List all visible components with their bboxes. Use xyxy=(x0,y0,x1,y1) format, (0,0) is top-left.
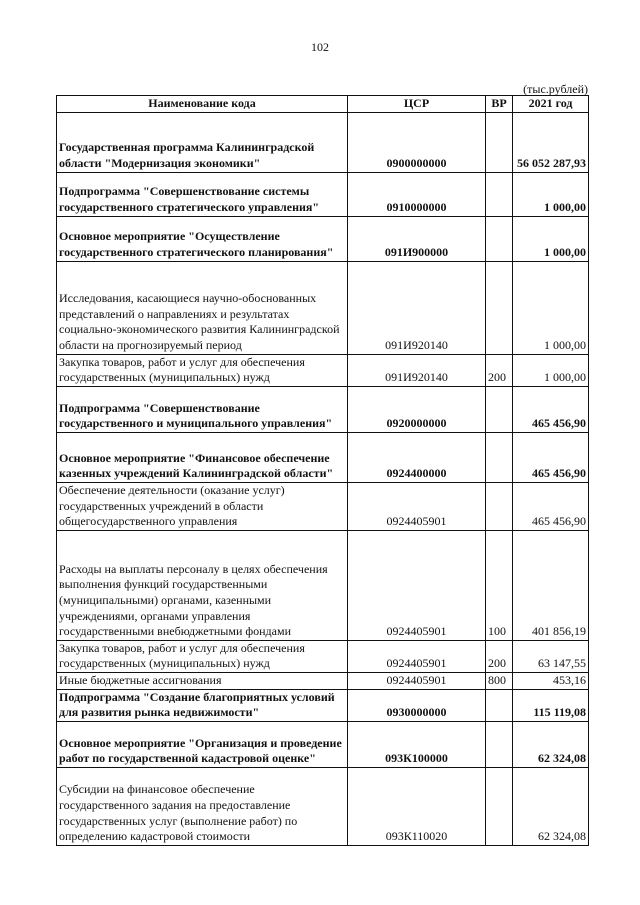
row-csr-cell: 0924405901 xyxy=(348,672,486,689)
row-csr-cell: 091И920140 xyxy=(348,354,486,386)
table-row xyxy=(57,640,589,672)
row-vr-cell xyxy=(486,386,513,432)
row-csr-cell: 0924405901 xyxy=(348,640,486,672)
row-csr-cell: 093К110020 xyxy=(348,767,486,845)
table-row xyxy=(57,386,589,432)
row-csr-cell: 0930000000 xyxy=(348,689,486,721)
row-name-cell: Исследования, касающиеся научно-обоснованных представлений о направлениях и результатах социально-экономического развития Калининградской области на прогнозируемый период xyxy=(57,261,348,354)
row-name-cell: Государственная программа Калининградской области "Модернизация экономики" xyxy=(57,112,348,172)
row-vr-cell xyxy=(486,482,513,530)
table-row xyxy=(57,216,589,261)
row-name-cell: Иные бюджетные ассигнования xyxy=(57,672,348,689)
row-sum-cell: 1 000,00 xyxy=(513,354,589,386)
row-vr-cell xyxy=(486,261,513,354)
page-number: 102 xyxy=(311,40,329,54)
row-vr-cell xyxy=(486,216,513,261)
row-name-cell: Подпрограмма "Совершенствование государственного и муниципального управления" xyxy=(57,386,348,432)
header-csr: ЦСР xyxy=(348,96,486,113)
table-row xyxy=(57,530,589,640)
row-vr-cell xyxy=(486,112,513,172)
table-row xyxy=(57,721,589,767)
row-name-cell: Обеспечение деятельности (оказание услуг) государственных учреждений в области общегосударственного управления xyxy=(57,482,348,530)
table-row xyxy=(57,672,589,689)
row-csr-cell: 0910000000 xyxy=(348,172,486,216)
row-vr-cell: 200 xyxy=(486,640,513,672)
row-vr-cell xyxy=(486,689,513,721)
row-vr-cell xyxy=(486,721,513,767)
row-sum-cell: 401 856,19 xyxy=(513,530,589,640)
header-vr: ВР xyxy=(486,96,513,113)
row-csr-cell: 093К100000 xyxy=(348,721,486,767)
row-name-cell: Субсидии на финансовое обеспечение государственного задания на предоставление государственных услуг (выполнение работ) по определению кадастровой стоимости xyxy=(57,767,348,845)
row-sum-cell: 1 000,00 xyxy=(513,261,589,354)
row-sum-cell: 1 000,00 xyxy=(513,216,589,261)
row-vr-cell xyxy=(486,432,513,482)
row-sum-cell: 115 119,08 xyxy=(513,689,589,721)
row-name-cell: Подпрограмма "Совершенствование системы государственного стратегического управления" xyxy=(57,172,348,216)
row-sum-cell: 62 324,08 xyxy=(513,721,589,767)
row-vr-cell: 800 xyxy=(486,672,513,689)
row-csr-cell: 091И920140 xyxy=(348,261,486,354)
row-sum-cell: 63 147,55 xyxy=(513,640,589,672)
budget-table xyxy=(56,95,589,846)
row-sum-cell: 465 456,90 xyxy=(513,432,589,482)
row-name-cell: Закупка товаров, работ и услуг для обеспечения государственных (муниципальных) нужд xyxy=(57,354,348,386)
units-note: (тыс.рублей) xyxy=(523,82,588,96)
table-row xyxy=(57,112,589,172)
header-name: Наименование кода xyxy=(57,96,348,113)
row-name-cell: Основное мероприятие "Осуществление государственного стратегического планирования" xyxy=(57,216,348,261)
row-sum-cell: 62 324,08 xyxy=(513,767,589,845)
row-name-cell: Подпрограмма "Создание благоприятных условий для развития рынка недвижимости" xyxy=(57,689,348,721)
row-csr-cell: 0924405901 xyxy=(348,482,486,530)
row-vr-cell: 100 xyxy=(486,530,513,640)
row-name-cell: Основное мероприятие "Организация и проведение работ по государственной кадастровой оценке" xyxy=(57,721,348,767)
row-vr-cell xyxy=(486,767,513,845)
row-name-cell: Закупка товаров, работ и услуг для обеспечения государственных (муниципальных) нужд xyxy=(57,640,348,672)
table-header-row xyxy=(57,96,589,113)
table-row xyxy=(57,172,589,216)
table-row xyxy=(57,432,589,482)
table-row xyxy=(57,767,589,845)
row-csr-cell: 091И900000 xyxy=(348,216,486,261)
table-row xyxy=(57,261,589,354)
row-csr-cell: 0924400000 xyxy=(348,432,486,482)
row-sum-cell: 1 000,00 xyxy=(513,172,589,216)
row-vr-cell xyxy=(486,172,513,216)
row-csr-cell: 0924405901 xyxy=(348,530,486,640)
row-sum-cell: 56 052 287,93 xyxy=(513,112,589,172)
table-row xyxy=(57,689,589,721)
row-name-cell: Расходы на выплаты персоналу в целях обеспечения выполнения функций государственными (муниципальными) органами, казенными учреждениями, органами управления государственными внебюджетными фондами xyxy=(57,530,348,640)
row-sum-cell: 465 456,90 xyxy=(513,482,589,530)
table-row xyxy=(57,354,589,386)
row-sum-cell: 465 456,90 xyxy=(513,386,589,432)
row-csr-cell: 0900000000 xyxy=(348,112,486,172)
row-sum-cell: 453,16 xyxy=(513,672,589,689)
row-vr-cell: 200 xyxy=(486,354,513,386)
table-row xyxy=(57,482,589,530)
row-csr-cell: 0920000000 xyxy=(348,386,486,432)
header-year: 2021 год xyxy=(513,96,589,113)
row-name-cell: Основное мероприятие "Финансовое обеспечение казенных учреждений Калининградской области" xyxy=(57,432,348,482)
